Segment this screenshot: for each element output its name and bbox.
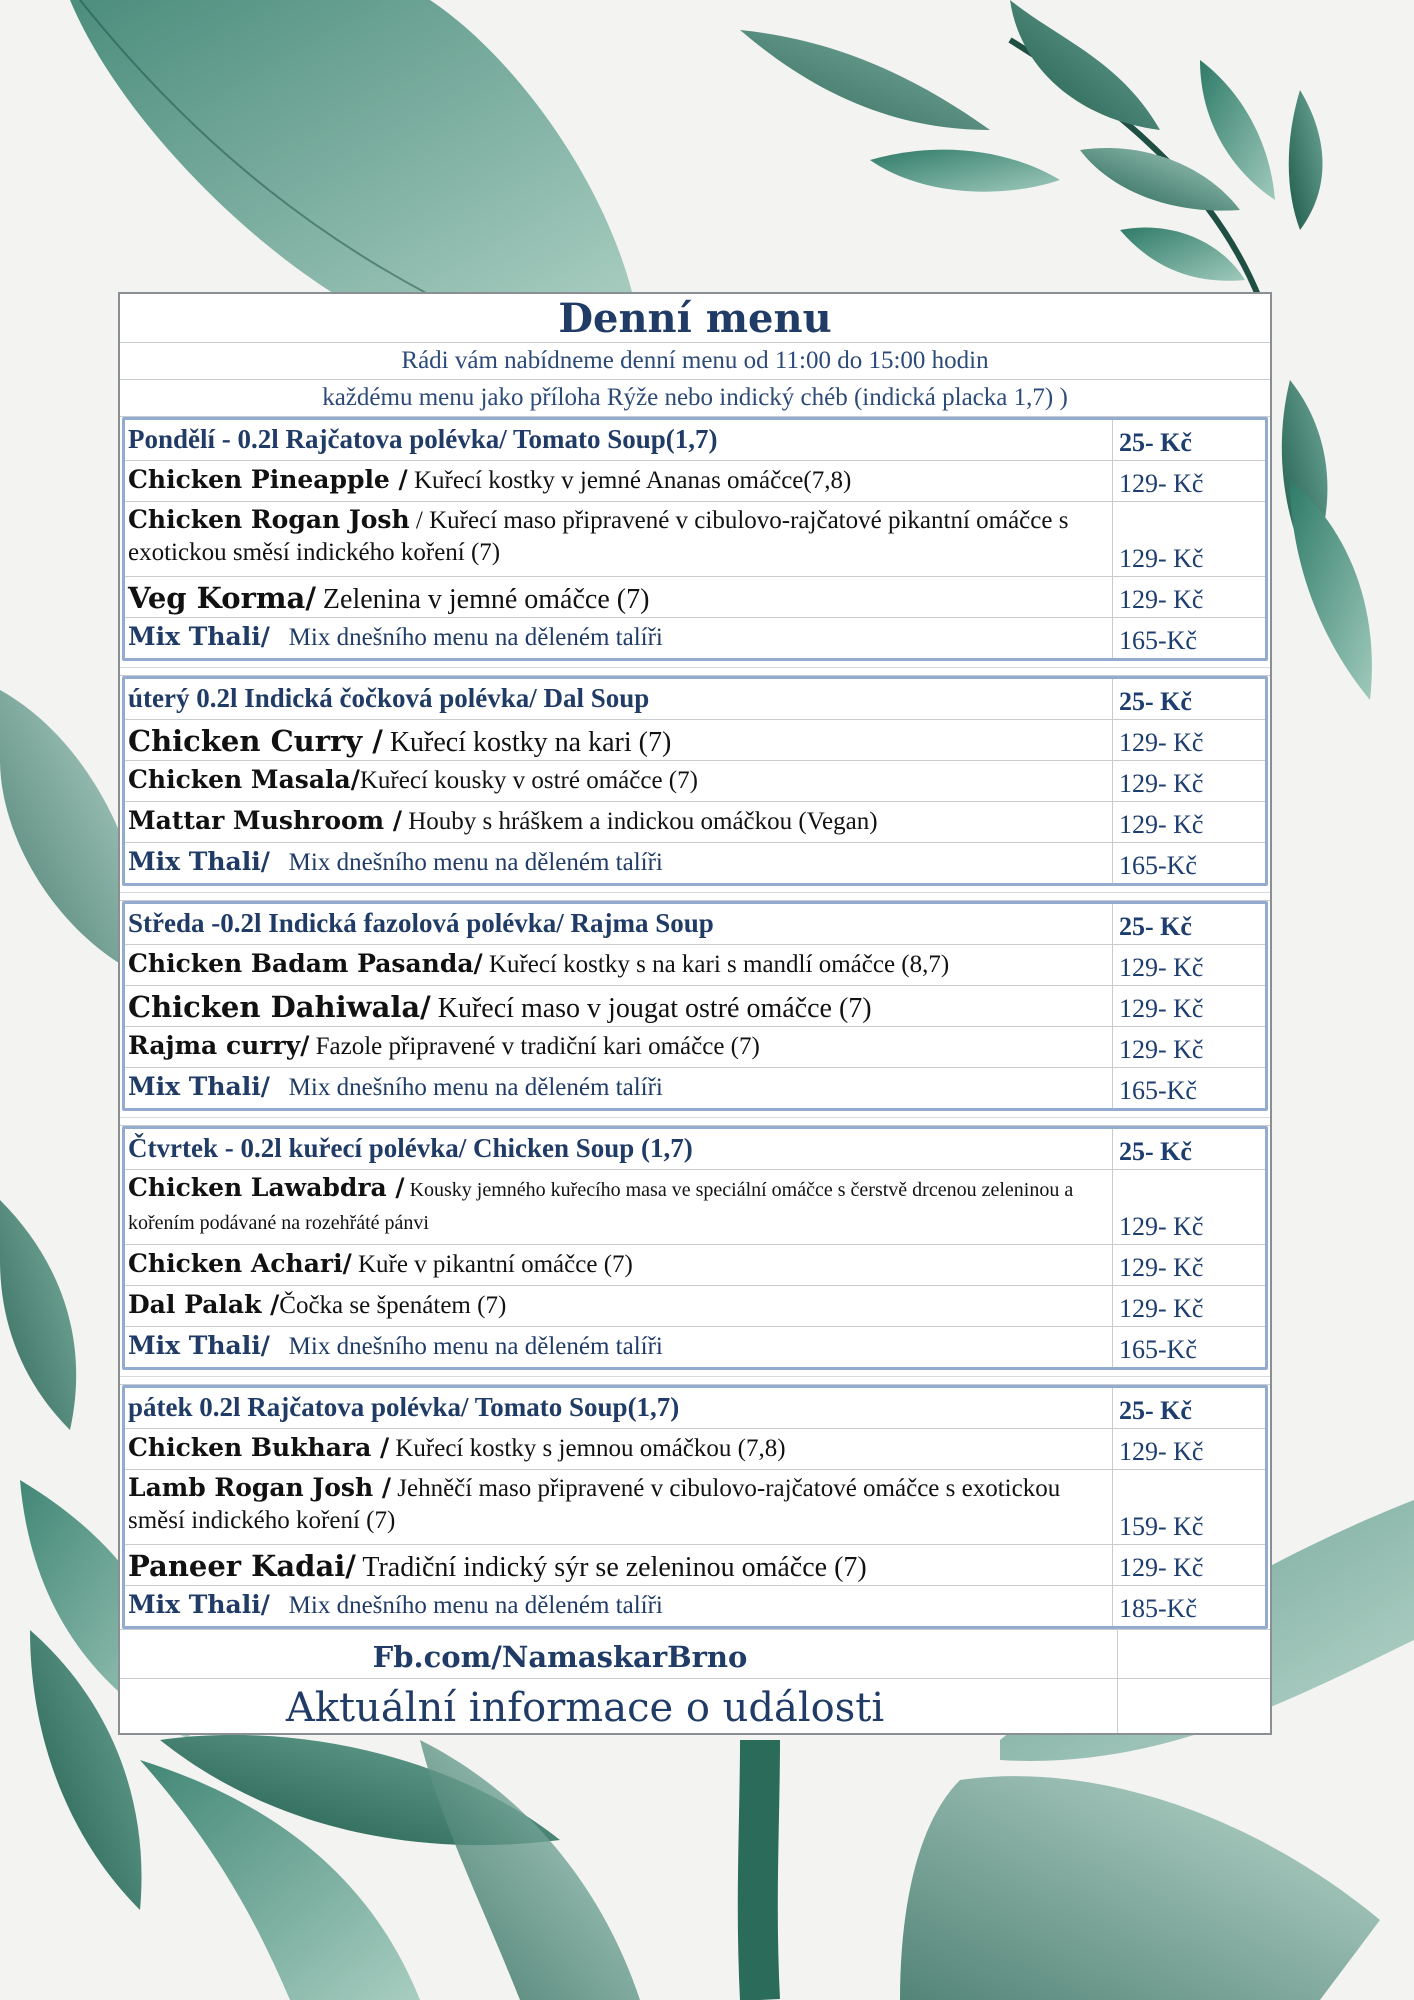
menu-item-row (125, 1170, 1265, 1245)
dish-description: Fazole připravené v tradiční kari omáčce (7) (309, 1033, 760, 1060)
soup-price: 25- Kč (1119, 687, 1192, 716)
dish-description: Jehněčí maso připravené v cibulovo-rajčatové omáčce s exotickou směsí indického koření (7) (128, 1475, 1061, 1534)
day-block (122, 901, 1268, 1111)
dish-price: 129- Kč (1119, 1035, 1204, 1064)
dish-name: Chicken Badam Pasanda/ (128, 949, 483, 978)
soup-price: 25- Kč (1119, 1396, 1192, 1425)
dish-description: Tradiční indický sýr se zeleninou omáčce (7) (355, 1552, 867, 1583)
menu-item-row (125, 986, 1265, 1027)
dish-description: Kousky jemného kuřecího masa ve speciální omáčce s čerstvě drcenou zeleninou a kořením podávané na rozehřáté pánvi (128, 1179, 1074, 1234)
day-header-row (125, 904, 1265, 945)
menu-item-row (125, 1429, 1265, 1470)
day-header-row (125, 1129, 1265, 1170)
mix-thali-row (125, 618, 1265, 658)
dish-price: 129- Kč (1119, 1437, 1204, 1466)
dish-name: Veg Korma/ (128, 581, 316, 615)
menu-title: Denní menu (120, 294, 1270, 343)
menu-intro-hours: Rádi vám nabídneme denní menu od 11:00 do 15:00 hodin (120, 343, 1270, 380)
dish-price: 129- Kč (1119, 810, 1204, 839)
dish-price: 129- Kč (1119, 728, 1204, 757)
day-header-row (125, 1388, 1265, 1429)
day-block (122, 417, 1268, 661)
dish-price: 129- Kč (1119, 1294, 1204, 1323)
mix-thali-price: 185-Kč (1119, 1594, 1197, 1623)
mix-thali-row (125, 1586, 1265, 1626)
dish-price: 129- Kč (1119, 585, 1204, 614)
menu-item-row (125, 577, 1265, 618)
dish-name: Chicken Lawabdra / (128, 1173, 405, 1202)
mix-thali-label: Mix Thali/ (128, 1590, 270, 1619)
mix-thali-description: Mix dnešního menu na děleném talíři (269, 849, 663, 876)
dish-name: Rajma curry/ (128, 1031, 310, 1060)
menu-item-row (125, 502, 1265, 577)
menu-item-text (125, 1470, 1113, 1544)
menu-item-text (125, 461, 1113, 501)
mix-thali-description: Mix dnešního menu na děleném talíři (269, 1592, 663, 1619)
dish-price: 129- Kč (1119, 769, 1204, 798)
dish-name: Mattar Mushroom / (128, 806, 402, 835)
menu-item-text (125, 502, 1113, 576)
day-separator (120, 1111, 1270, 1126)
day-soup-heading: Čtvrtek - 0.2l kuřecí polévka/ Chicken Soup (1,7) (125, 1129, 1113, 1169)
day-separator (120, 661, 1270, 676)
mix-thali-row (125, 843, 1265, 883)
dish-name: Chicken Bukhara / (128, 1433, 390, 1462)
daily-menu-table (118, 292, 1272, 1735)
dish-description: Kuře v pikantní omáčce (7) (351, 1251, 633, 1278)
dish-price: 159- Kč (1119, 1512, 1204, 1541)
menu-item-text (125, 802, 1113, 842)
menu-item-text (125, 1027, 1113, 1067)
menu-item-text (125, 720, 1113, 760)
dish-name: Chicken Masala/ (128, 765, 360, 794)
dish-description: Kuřecí maso v jougat ostré omáčce (7) (430, 993, 872, 1024)
day-block (122, 1385, 1268, 1629)
menu-item-row (125, 1245, 1265, 1286)
dish-name: Paneer Kadai/ (128, 1549, 356, 1583)
dish-description: / Kuřecí maso připravené v cibulovo-rajčatové pikantní omáčce s exotickou směsí indického koření (7) (128, 507, 1069, 566)
mix-thali-label: Mix Thali/ (128, 1331, 270, 1360)
soup-price: 25- Kč (1119, 912, 1192, 941)
mix-thali-text (125, 1068, 1113, 1108)
mix-thali-label: Mix Thali/ (128, 622, 270, 651)
dish-name: Chicken Achari/ (128, 1249, 352, 1278)
dish-description: Kuřecí kostky s jemnou omáčkou (7,8) (389, 1435, 786, 1462)
menu-item-row (125, 1027, 1265, 1068)
menu-item-row (125, 1545, 1265, 1586)
menu-item-row (125, 761, 1265, 802)
day-soup-heading: Pondělí - 0.2l Rajčatova polévka/ Tomato Soup(1,7) (125, 420, 1113, 460)
mix-thali-price: 165-Kč (1119, 626, 1197, 655)
menu-item-text (125, 1170, 1113, 1244)
dish-price: 129- Kč (1119, 469, 1204, 498)
mix-thali-label: Mix Thali/ (128, 847, 270, 876)
menu-item-row (125, 720, 1265, 761)
mix-thali-price: 165-Kč (1119, 1335, 1197, 1364)
day-header-row (125, 420, 1265, 461)
day-soup-heading: pátek 0.2l Rajčatova polévka/ Tomato Soup(1,7) (125, 1388, 1113, 1428)
day-header-row (125, 679, 1265, 720)
dish-name: Chicken Rogan Josh (128, 505, 410, 534)
day-soup-heading: Středa -0.2l Indická fazolová polévka/ Rajma Soup (125, 904, 1113, 944)
menu-item-text (125, 761, 1113, 801)
dish-name: Lamb Rogan Josh / (128, 1473, 392, 1502)
soup-price: 25- Kč (1119, 428, 1192, 457)
dish-description: Kuřecí kousky v ostré omáčce (7) (359, 767, 698, 794)
dish-price: 129- Kč (1119, 1253, 1204, 1282)
mix-thali-text (125, 1327, 1113, 1367)
mix-thali-row (125, 1327, 1265, 1367)
dish-price: 129- Kč (1119, 1212, 1204, 1241)
dish-description: Čočka se špenátem (7) (279, 1292, 507, 1319)
mix-thali-description: Mix dnešního menu na děleném talíři (269, 624, 663, 651)
menu-item-text (125, 1286, 1113, 1326)
menu-item-text (125, 1429, 1113, 1469)
mix-thali-text (125, 1586, 1113, 1626)
mix-thali-price: 165-Kč (1119, 1076, 1197, 1105)
dish-name: Dal Palak / (128, 1290, 280, 1319)
day-separator (120, 886, 1270, 901)
footer-info-row (120, 1678, 1270, 1733)
footer-empty-cell (1118, 1679, 1270, 1733)
menu-item-text (125, 986, 1113, 1026)
menu-item-text (125, 1245, 1113, 1285)
footer-info: Aktuální informace o události (120, 1679, 1118, 1733)
dish-description: Houby s hráškem a indickou omáčkou (Vegan) (401, 808, 878, 835)
menu-item-text (125, 945, 1113, 985)
soup-price: 25- Kč (1119, 1137, 1192, 1166)
menu-intro-sides: každému menu jako příloha Rýže nebo indický chéb (indická placka 1,7) ) (120, 380, 1270, 417)
menu-item-row (125, 945, 1265, 986)
mix-thali-description: Mix dnešního menu na děleném talíři (269, 1074, 663, 1101)
dish-price: 129- Kč (1119, 1553, 1204, 1582)
footer-empty-cell (1118, 1630, 1270, 1678)
day-block (122, 1126, 1268, 1370)
menu-item-row (125, 1470, 1265, 1545)
mix-thali-price: 165-Kč (1119, 851, 1197, 880)
menu-item-row (125, 802, 1265, 843)
footer-link-row (120, 1629, 1270, 1678)
dish-price: 129- Kč (1119, 953, 1204, 982)
dish-description: Kuřecí kostky na kari (7) (382, 727, 672, 758)
mix-thali-text (125, 618, 1113, 658)
dish-name: Chicken Curry / (128, 724, 383, 758)
day-block (122, 676, 1268, 886)
dish-name: Chicken Dahiwala/ (128, 990, 431, 1024)
dish-description: Kuřecí kostky s na kari s mandlí omáčce (8,7) (482, 951, 950, 978)
dish-price: 129- Kč (1119, 544, 1204, 573)
day-soup-heading: úterý 0.2l Indická čočková polévka/ Dal Soup (125, 679, 1113, 719)
facebook-link[interactable]: Fb.com/NamaskarBrno (120, 1630, 1118, 1678)
mix-thali-text (125, 843, 1113, 883)
dish-description: Zelenina v jemné omáčce (7) (315, 584, 650, 615)
mix-thali-label: Mix Thali/ (128, 1072, 270, 1101)
mix-thali-row (125, 1068, 1265, 1108)
day-separator (120, 1370, 1270, 1385)
dish-description: Kuřecí kostky v jemné Ananas omáčce(7,8) (407, 467, 852, 494)
menu-item-text (125, 577, 1113, 617)
menu-item-text (125, 1545, 1113, 1585)
mix-thali-description: Mix dnešního menu na děleném talíři (269, 1333, 663, 1360)
dish-name: Chicken Pineapple / (128, 465, 408, 494)
menu-item-row (125, 461, 1265, 502)
dish-price: 129- Kč (1119, 994, 1204, 1023)
menu-item-row (125, 1286, 1265, 1327)
days-list (120, 417, 1270, 1629)
